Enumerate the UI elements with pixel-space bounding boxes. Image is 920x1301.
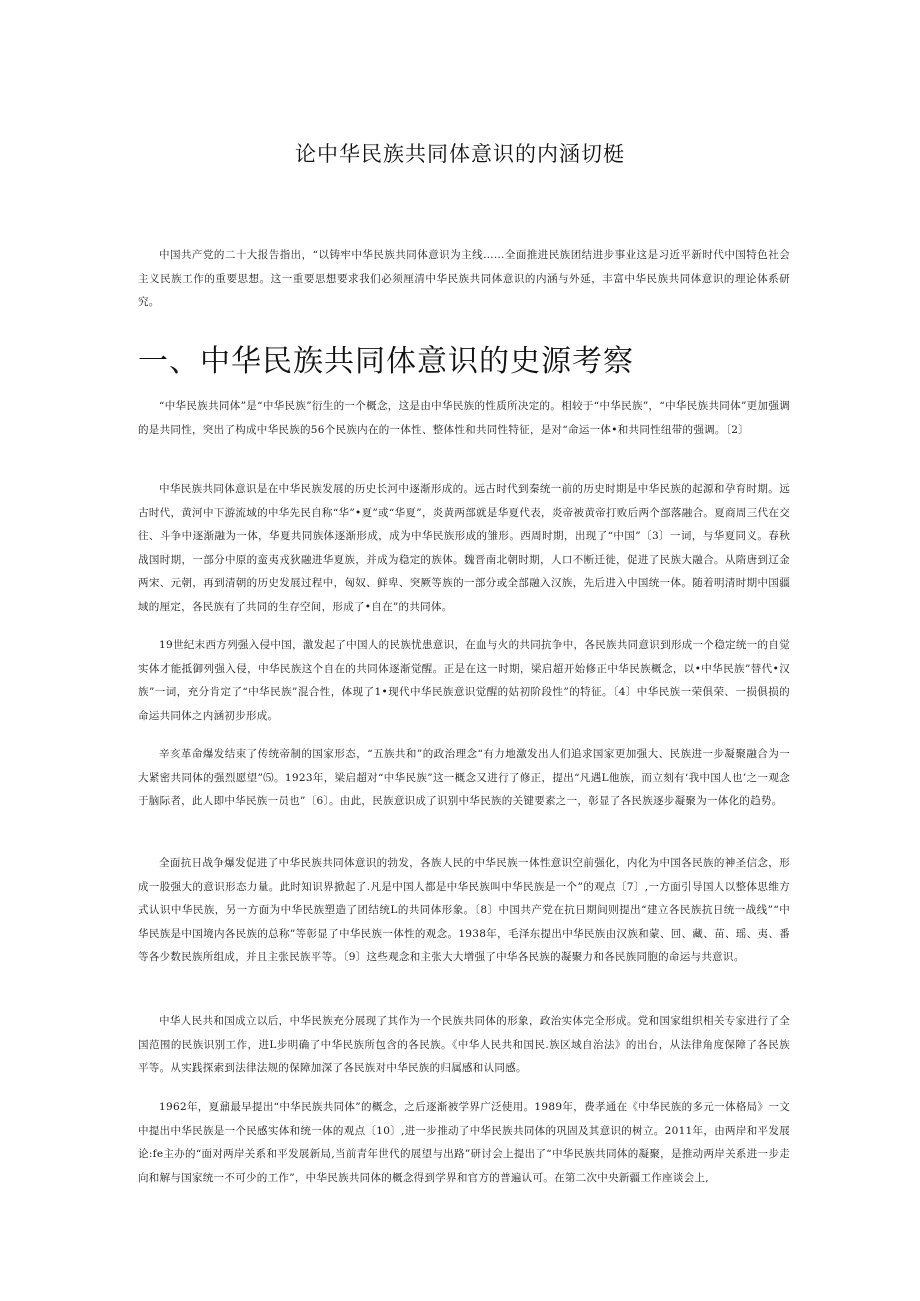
body-paragraph: 19世纪末西方列强入侵中国，激发起了中国人的民族忧患意识，在血与火的共同抗争中，各民族共同意识到形成一个稳定统一的自觉实体才能抵御列强入侵，中华民族这个自在的共同体逐渐觉醒。正是在这一时期，梁启超开始修正中华民族概念，以•中华民族”替代•汉族”一词，充分肯定了“中华民族”混合性，体现了1•现代中华民族意识觉醒的姑初阶段性”的特征。〔4〕中华民族一荣俱荣、一损俱损的命运共同体之内涵初步形成。 — [138, 639, 790, 722]
body-paragraph: 辛亥革命爆发结束了传统帝制的国家形态，“五族共和”的政治理念“有力地激发出人们追求国家更加强大、民族进一步凝聚融合为一大紧密共同体的强烈愿望”⑸。1923年，梁启超对“中华民族”这一概念又进行了修正，提出“凡遇L他族，而立刻有‘我中国人也’之一观念于脑际者，此人即中华民族一员也”〔6〕。由此，民族意识成了识别中华民族的关键要素之一，彰显了各民族逐步凝聚为一体化的趋势。 — [138, 748, 790, 807]
body-paragraph: “中华民族共同体”是“中华民族”衍生的一个概念，这是由中华民族的性质所决定的。相较于“中华民族”，“中华民族共同体”更加强调的是共同性，突出了构成中华民族的56个民族内在的一体性、整体性和共同性特征，是对“命运一体•和共同性纽带的强调。〔2〕 — [138, 400, 790, 436]
body-paragraph: 全面抗日战争爆发促进了中华民族共同体意识的勃发，各族人民的中华民族一体性意识空前强化，内化为中国各民族的神圣信念，形成一股强大的意识形态力量。此时知识界掀起了.凡是中国人都是中华民族叫中华民族是一个”的观点〔7〕,一方面引导国人以整体思维方式认识中华民族，另一方面为中华民族塑造了团结统L的共同体形象。〔8〕中国共产党在抗日期间则提出“建立各民族抗日统一战线”“中华民族是中国境内各民族的总称”等彰显了中华民族一体性的观念。1938年，毛泽东提出中华民族由汉族和蒙、回、藏、苗、瑶、夷、番等各少数民族所组成，并且主张民族平等。〔9〕这些观念和主张大大增强了中华各民族的凝聚力和各民族同胞的命运与共意识。 — [138, 857, 790, 963]
document-title: 论中华民族共同体意识的内涵切梃 — [295, 142, 625, 166]
body-paragraph: 中华民族共同体意识是在中华民族发展的历史长河中逐渐形成的。远古时代到秦统一前的历史时期是中华民族的起源和孕育时期。远古时代，黄河中下游流域的中华先民自称“华”•夏”或“华夏”，炎黄两部就是华夏代表，炎帝被黄帝打败后两个部落融合。夏商周三代在交往、斗争中逐渐融为一体，华夏共同族体逐渐形成，成为中华民族形成的雏形。西周时期，出现了“中国”〔3〕一词，与华夏同义。春秋战国时期，一部分中原的蛮夷戎狄融进华夏族，并成为稳定的族体。魏晋南北朝时期，人口不断迁徙，促进了民族大融合。从隋唐到辽金两宋、元朝，再到清朝的历史发展过程中，匈奴、鲜卑、突厥等族的一部分或全部融入汉族，先后进入中国统一体。随着明清时期中国疆域的厘定，各民族有了共同的生存空间，形成了•自在”的共同体。 — [138, 483, 790, 613]
intro-paragraph: 中国共产党的二十大报告指出，“以铸牢中华民族共同体意识为主线……全面推进民族团结进步事业这是习近平新时代中国特色社会主义民族工作的重要思想。这一重要思想要求我们必须厘清中华民族共同体意识的内涵与外延，丰富中华民族共同体意识的理论体系研究。 — [138, 249, 790, 308]
section-heading: 一、中华民族共同体意识的史源考察 — [138, 344, 634, 379]
body-paragraph: 中华人民共和国成立以后，中华民族充分展现了其作为一个民族共同体的形象，政治实体完全形成。党和国家组织相关专家进行了全国范围的民族识别工作，进L步明确了中华民族所包含的各民族。《中华人民共和国民.族区域自治法》的出台，从法律角度保障了各民族平等。从实践探索到法律法规的保障加深了各民族对中华民族的归属感和认同感。 — [138, 1015, 790, 1074]
body-paragraph: 1962年，夏鼐最早提出“中华民族共同体”的概念，之后逐渐被学界广泛使用。1989年，费孝通在《中华民族的多元一体格局》一文中提出中华民族是一个民感实体和统一体的观点〔10〕,进一步推动了中华民族共同体的巩固及其意识的树立。2011年，由两岸和平发展论:fe主办的“面对两岸关系和平发展新局,当前青年世代的展望与出路”研讨会上提出了“中华民族共同体的凝聚，是推动两岸关系进一步走向和解与国家统一不可少的工作”，中华民族共同体的概念得到学界和官方的普遍认可。在第二次中央新疆工作座谈会上, — [138, 1101, 790, 1184]
